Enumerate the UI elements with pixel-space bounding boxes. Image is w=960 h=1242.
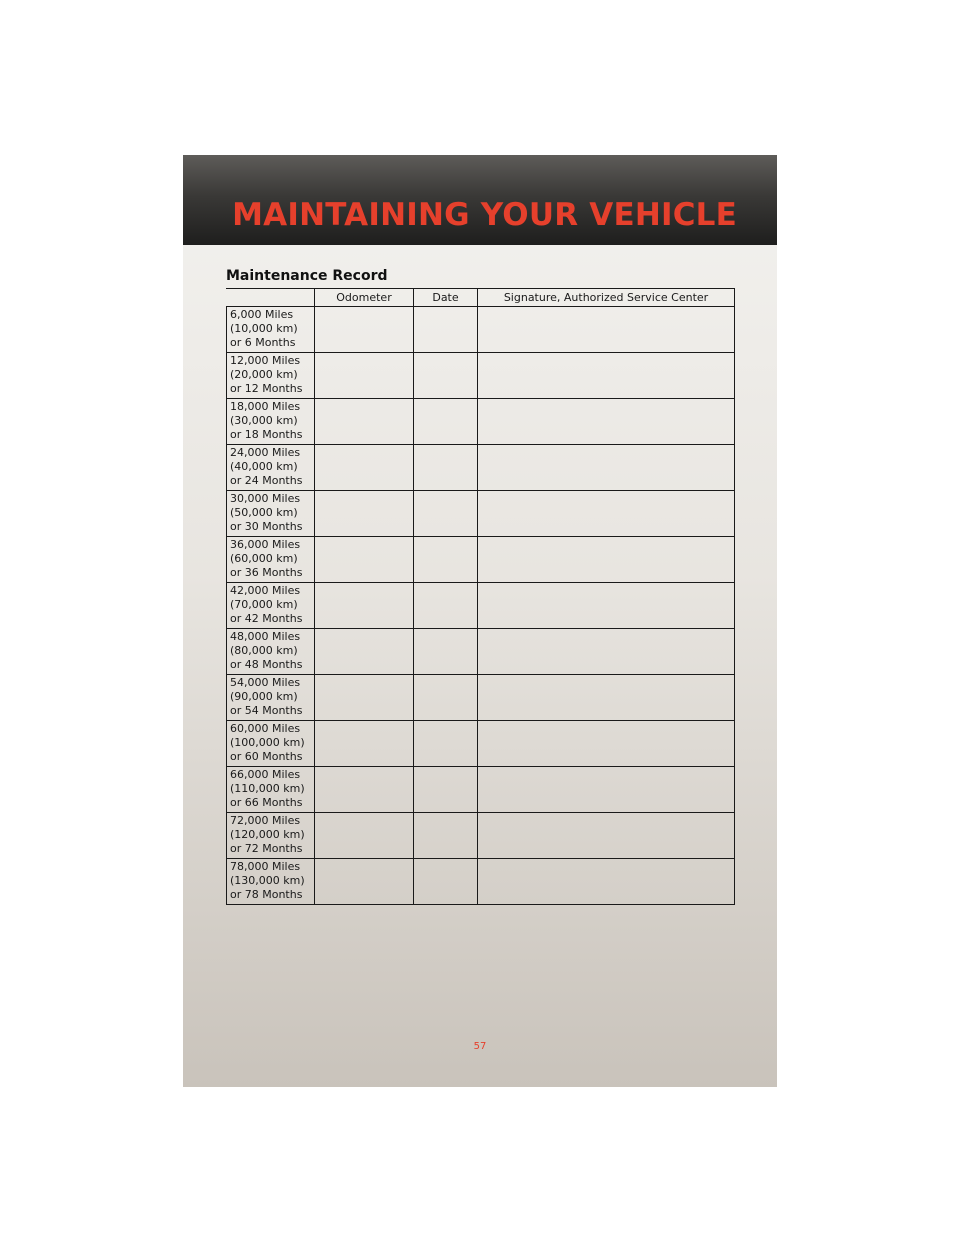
signature-cell [478, 767, 735, 813]
interval-miles: 6,000 Miles [230, 308, 294, 321]
interval-miles: 48,000 Miles [230, 630, 301, 643]
column-header-date: Date [414, 289, 478, 307]
column-header-odometer: Odometer [315, 289, 414, 307]
service-interval-cell [227, 813, 315, 859]
maintenance-record-table [226, 288, 735, 905]
date-cell [414, 629, 478, 675]
table-row [227, 767, 735, 813]
service-interval-cell [227, 537, 315, 583]
odometer-cell [315, 629, 414, 675]
interval-months: or 36 Months [230, 566, 303, 579]
date-cell [414, 491, 478, 537]
odometer-cell [315, 767, 414, 813]
odometer-cell [315, 859, 414, 905]
service-interval-cell [227, 307, 315, 353]
signature-cell [478, 629, 735, 675]
service-interval-cell [227, 491, 315, 537]
table-row [227, 583, 735, 629]
interval-miles: 42,000 Miles [230, 584, 301, 597]
table-row [227, 537, 735, 583]
date-cell [414, 537, 478, 583]
signature-cell [478, 399, 735, 445]
interval-km: (10,000 km) [230, 322, 298, 335]
signature-cell [478, 675, 735, 721]
interval-km: (20,000 km) [230, 368, 298, 381]
interval-miles: 54,000 Miles [230, 676, 301, 689]
signature-cell [478, 307, 735, 353]
signature-cell [478, 537, 735, 583]
table-row [227, 445, 735, 491]
date-cell [414, 353, 478, 399]
date-cell [414, 859, 478, 905]
interval-months: or 42 Months [230, 612, 303, 625]
interval-miles: 72,000 Miles [230, 814, 301, 827]
date-cell [414, 721, 478, 767]
interval-km: (130,000 km) [230, 874, 305, 887]
manual-page [183, 155, 777, 1087]
table-row [227, 675, 735, 721]
service-interval-cell [227, 445, 315, 491]
table-row [227, 353, 735, 399]
interval-months: or 18 Months [230, 428, 303, 441]
interval-km: (30,000 km) [230, 414, 298, 427]
odometer-cell [315, 491, 414, 537]
interval-months: or 6 Months [230, 336, 296, 349]
interval-miles: 12,000 Miles [230, 354, 301, 367]
service-interval-cell [227, 767, 315, 813]
interval-km: (70,000 km) [230, 598, 298, 611]
interval-km: (90,000 km) [230, 690, 298, 703]
date-cell [414, 675, 478, 721]
table-row [227, 491, 735, 537]
odometer-cell [315, 813, 414, 859]
signature-cell [478, 583, 735, 629]
interval-miles: 66,000 Miles [230, 768, 301, 781]
interval-km: (40,000 km) [230, 460, 298, 473]
date-cell [414, 399, 478, 445]
date-cell [414, 583, 478, 629]
table-row [227, 629, 735, 675]
table-row [227, 813, 735, 859]
interval-km: (110,000 km) [230, 782, 305, 795]
date-cell [414, 307, 478, 353]
service-interval-cell [227, 675, 315, 721]
service-interval-cell [227, 399, 315, 445]
signature-cell [478, 353, 735, 399]
signature-cell [478, 491, 735, 537]
odometer-cell [315, 583, 414, 629]
interval-miles: 60,000 Miles [230, 722, 301, 735]
signature-cell [478, 859, 735, 905]
odometer-cell [315, 675, 414, 721]
service-interval-cell [227, 583, 315, 629]
interval-km: (80,000 km) [230, 644, 298, 657]
signature-cell [478, 445, 735, 491]
odometer-cell [315, 353, 414, 399]
odometer-cell [315, 445, 414, 491]
interval-months: or 66 Months [230, 796, 303, 809]
service-interval-cell [227, 859, 315, 905]
section-title: Maintenance Record [226, 268, 388, 284]
table-row [227, 307, 735, 353]
interval-miles: 24,000 Miles [230, 446, 301, 459]
odometer-cell [315, 537, 414, 583]
odometer-cell [315, 307, 414, 353]
interval-miles: 30,000 Miles [230, 492, 301, 505]
chapter-title: MAINTAINING YOUR VEHICLE [232, 197, 737, 233]
column-header-signature: Signature, Authorized Service Center [478, 289, 735, 307]
date-cell [414, 445, 478, 491]
table-row [227, 399, 735, 445]
table-row [227, 721, 735, 767]
interval-months: or 78 Months [230, 888, 303, 901]
interval-km: (50,000 km) [230, 506, 298, 519]
signature-cell [478, 721, 735, 767]
interval-km: (60,000 km) [230, 552, 298, 565]
page-number: 57 [473, 1041, 487, 1052]
interval-km: (120,000 km) [230, 828, 305, 841]
service-interval-cell [227, 629, 315, 675]
page-header [183, 155, 777, 245]
interval-months: or 72 Months [230, 842, 303, 855]
service-interval-cell [227, 353, 315, 399]
interval-months: or 54 Months [230, 704, 303, 717]
interval-months: or 12 Months [230, 382, 303, 395]
service-interval-cell [227, 721, 315, 767]
interval-miles: 18,000 Miles [230, 400, 301, 413]
interval-months: or 48 Months [230, 658, 303, 671]
date-cell [414, 813, 478, 859]
table-header-row [227, 289, 735, 307]
interval-km: (100,000 km) [230, 736, 305, 749]
interval-months: or 24 Months [230, 474, 303, 487]
interval-miles: 78,000 Miles [230, 860, 301, 873]
interval-months: or 30 Months [230, 520, 303, 533]
odometer-cell [315, 399, 414, 445]
odometer-cell [315, 721, 414, 767]
date-cell [414, 767, 478, 813]
interval-miles: 36,000 Miles [230, 538, 301, 551]
table-row [227, 859, 735, 905]
signature-cell [478, 813, 735, 859]
interval-months: or 60 Months [230, 750, 303, 763]
column-header-interval [227, 289, 315, 307]
table-body [227, 307, 735, 905]
